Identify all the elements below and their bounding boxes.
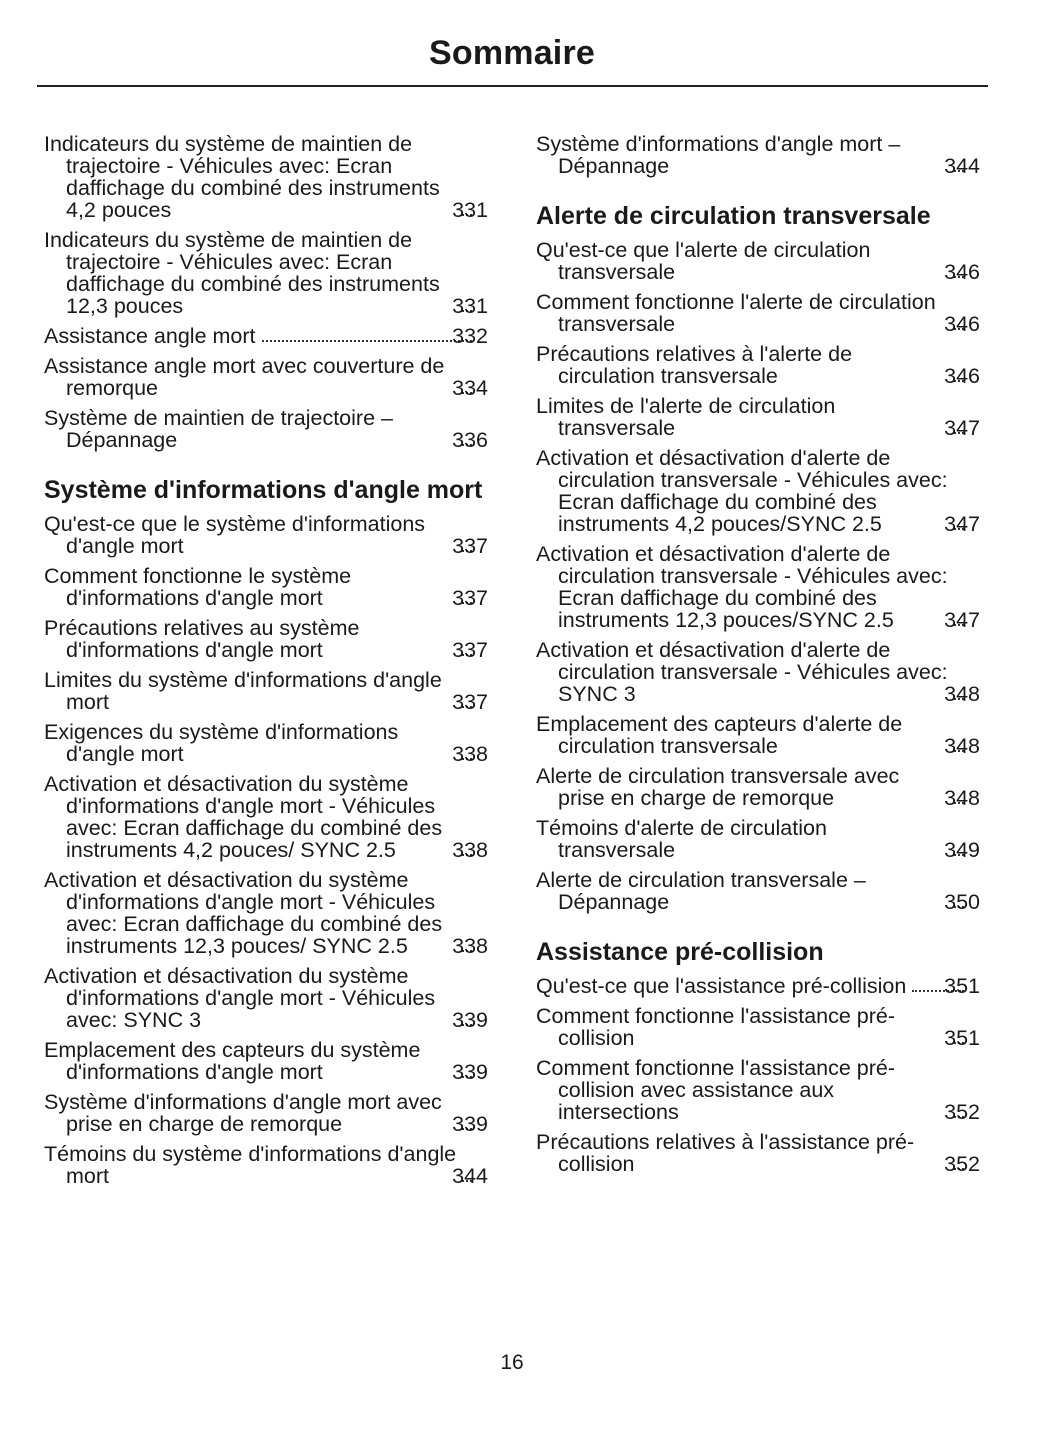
toc-entry[interactable] — [536, 1005, 980, 1049]
toc-entry-title: Activation et désactivation d'alerte de circulation transversale - Véhicules avec: SYNC 3 — [536, 638, 948, 706]
toc-entry-page: 347 — [944, 608, 980, 632]
toc-entry-title: Qu'est-ce que le système d'informations d'angle mort — [44, 512, 426, 558]
toc-entry-title: Précautions relatives à l'alerte de circulation transversale — [536, 342, 853, 388]
toc-entry-title: Activation et désactivation du système d'informations d'angle mort - Véhicules avec: SYNC 3 — [44, 964, 436, 1032]
toc-entry-page: 344 — [944, 154, 980, 178]
toc-entry-title: Comment fonctionne l'assistance pré-collision avec assistance aux intersections — [536, 1056, 896, 1124]
toc-entry[interactable] — [44, 355, 488, 399]
toc-entry-page: 339 — [452, 1008, 488, 1032]
toc-entry-title: Comment fonctionne l'assistance pré-collision — [536, 1004, 896, 1050]
toc-entry-page: 338 — [452, 838, 488, 862]
toc-entry-page: 337 — [452, 586, 488, 610]
toc-entry[interactable] — [44, 721, 488, 765]
toc-entry[interactable] — [536, 713, 980, 757]
toc-entry[interactable] — [536, 869, 980, 913]
toc-entry-title: Assistance angle mort avec couverture de remorque — [44, 354, 445, 400]
toc-entry-title: Activation et désactivation d'alerte de circulation transversale - Véhicules avec: Ecran daffichage du combiné des instruments 4,2 pouces/SYNC 2.5 — [536, 446, 948, 536]
toc-entry-title: Exigences du système d'informations d'angle mort — [44, 720, 399, 766]
toc-left-column — [44, 133, 488, 1195]
toc-entry-page: 348 — [944, 682, 980, 706]
toc-entry[interactable] — [536, 975, 980, 997]
toc-entry[interactable] — [44, 1143, 488, 1187]
toc-entry-page: 338 — [452, 742, 488, 766]
toc-entry-title: Emplacement des capteurs d'alerte de circulation transversale — [536, 712, 903, 758]
toc-entry-page: 336 — [452, 428, 488, 452]
toc-entry-title: Système d'informations d'angle mort avec prise en charge de remorque — [44, 1090, 442, 1136]
toc-entry[interactable] — [536, 639, 980, 705]
toc-entry[interactable] — [44, 133, 488, 221]
toc-entry[interactable] — [44, 869, 488, 957]
toc-entry-title: Précautions relatives à l'assistance pré-collision — [536, 1130, 915, 1176]
title-divider — [37, 85, 988, 87]
toc-entry-page: 331 — [452, 198, 488, 222]
toc-entry-page: 339 — [452, 1112, 488, 1136]
toc-entry[interactable] — [536, 447, 980, 535]
toc-entry-page: 348 — [944, 734, 980, 758]
toc-entry[interactable] — [44, 669, 488, 713]
toc-entry-page: 351 — [944, 974, 980, 998]
toc-entry[interactable] — [536, 133, 980, 177]
toc-entry-title: Témoins du système d'informations d'angle mort — [44, 1142, 457, 1188]
toc-entry-title: Comment fonctionne l'alerte de circulation transversale — [536, 290, 936, 336]
toc-entry[interactable] — [536, 343, 980, 387]
toc-entry-page: 337 — [452, 638, 488, 662]
toc-entry-title: Activation et désactivation d'alerte de circulation transversale - Véhicules avec: Ecran daffichage du combiné des instruments 12,3 pouces/SYNC 2.5 — [536, 542, 948, 632]
toc-entry[interactable] — [44, 1039, 488, 1083]
toc-section-heading: Alerte de circulation transversale — [536, 202, 931, 230]
toc-entry-title: Emplacement des capteurs du système d'informations d'angle mort — [44, 1038, 421, 1084]
toc-entry-page: 338 — [452, 934, 488, 958]
toc-entry-title: Limites de l'alerte de circulation transversale — [536, 394, 836, 440]
toc-section-heading: Assistance pré-collision — [536, 938, 824, 966]
toc-entry[interactable] — [44, 773, 488, 861]
toc-entry[interactable] — [536, 291, 980, 335]
toc-entry-title: Limites du système d'informations d'angle mort — [44, 668, 442, 714]
toc-entry[interactable] — [44, 325, 488, 347]
toc-entry-title: Qu'est-ce que l'alerte de circulation transversale — [536, 238, 871, 284]
toc-entry-page: 349 — [944, 838, 980, 862]
toc-entry-page: 337 — [452, 690, 488, 714]
toc-entry[interactable] — [536, 543, 980, 631]
toc-entry-page: 352 — [944, 1152, 980, 1176]
dot-leader — [262, 340, 473, 342]
page-number: 16 — [500, 1351, 524, 1374]
toc-entry-title: Alerte de circulation transversale – Dépannage — [536, 868, 866, 914]
toc-entry[interactable] — [536, 395, 980, 439]
toc-entry-title: Assistance angle mort — [44, 324, 256, 348]
toc-entry-page: 331 — [452, 294, 488, 318]
toc-entry-title: Activation et désactivation du système d'informations d'angle mort - Véhicules avec: Ecran daffichage du combiné des instruments 4,2 pouces/ SYNC 2.5 — [44, 772, 443, 862]
toc-entry-page: 332 — [452, 324, 488, 348]
toc-entry[interactable] — [44, 965, 488, 1031]
toc-entry[interactable] — [44, 513, 488, 557]
toc-entry[interactable] — [536, 1057, 980, 1123]
toc-entry-page: 351 — [944, 1026, 980, 1050]
toc-entry-title: Comment fonctionne le système d'informations d'angle mort — [44, 564, 352, 610]
toc-section-heading: Système d'informations d'angle mort — [44, 476, 483, 504]
toc-entry-page: 346 — [944, 364, 980, 388]
toc-entry-title: Qu'est-ce que l'assistance pré-collision — [536, 974, 907, 998]
toc-entry-page: 337 — [452, 534, 488, 558]
toc-entry[interactable] — [536, 1131, 980, 1175]
toc-entry-title: Précautions relatives au système d'informations d'angle mort — [44, 616, 360, 662]
toc-entry[interactable] — [44, 1091, 488, 1135]
toc-entry-title: Activation et désactivation du système d'informations d'angle mort - Véhicules avec: Ecran daffichage du combiné des instruments 12,3 pouces/ SYNC 2.5 — [44, 868, 443, 958]
toc-entry[interactable] — [536, 239, 980, 283]
toc-entry-title: Indicateurs du système de maintien de trajectoire - Véhicules avec: Ecran daffichage du combiné des instruments 4,2 pouces — [44, 132, 440, 222]
toc-entry-page: 344 — [452, 1164, 488, 1188]
page-title: Sommaire — [428, 34, 595, 72]
toc-entry-title: Alerte de circulation transversale avec prise en charge de remorque — [536, 764, 900, 810]
toc-entry-page: 346 — [944, 260, 980, 284]
toc-entry-page: 346 — [944, 312, 980, 336]
toc-entry-title: Système d'informations d'angle mort – Dépannage — [536, 132, 901, 178]
toc-entry-title: Indicateurs du système de maintien de trajectoire - Véhicules avec: Ecran daffichage du combiné des instruments 12,3 pouces — [44, 228, 440, 318]
toc-entry[interactable] — [44, 407, 488, 451]
toc-entry-page: 347 — [944, 416, 980, 440]
toc-entry-page: 348 — [944, 786, 980, 810]
toc-entry[interactable] — [536, 765, 980, 809]
toc-entry-page: 352 — [944, 1100, 980, 1124]
toc-entry-page: 350 — [944, 890, 980, 914]
toc-entry[interactable] — [536, 817, 980, 861]
toc-entry[interactable] — [44, 229, 488, 317]
toc-entry-page: 347 — [944, 512, 980, 536]
toc-entry-title: Système de maintien de trajectoire – Dépannage — [44, 406, 393, 452]
toc-entry-page: 334 — [452, 376, 488, 400]
toc-entry[interactable] — [44, 617, 488, 661]
toc-right-column — [536, 133, 980, 1183]
toc-entry-page: 339 — [452, 1060, 488, 1084]
toc-entry-title: Témoins d'alerte de circulation transversale — [536, 816, 827, 862]
toc-entry[interactable] — [44, 565, 488, 609]
